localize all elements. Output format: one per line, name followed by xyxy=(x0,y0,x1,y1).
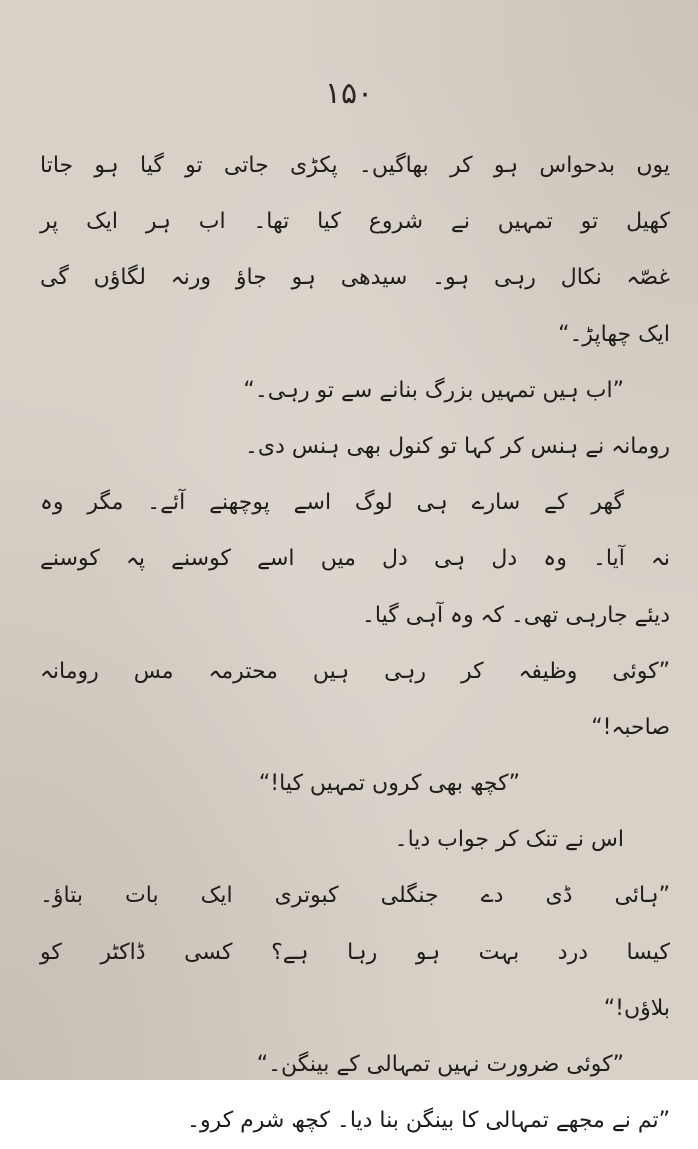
text-line: ”کوئی ضرورت نہیں تمہالی کے بینگن۔“ xyxy=(256,1052,624,1077)
text-line: ”تم نے مجھے تمہالی کا بینگن بنا دیا۔ کچھ شرم کرو۔ xyxy=(187,1108,670,1134)
text-line: دیئے جارہی تھی۔ کہ وہ آہی گیا۔ xyxy=(362,602,670,628)
text-line: رومانہ نے ہنس کر کہا تو کنول بھی ہنس دی۔ xyxy=(245,433,670,459)
page-number: ۱۵۰ xyxy=(324,76,374,111)
text-line: گھر کے سارے ہی لوگ اسے پوچھنے آئے۔ مگر وہ xyxy=(40,490,624,516)
text-line: غصّہ نکال رہی ہو۔ سیدھی ہو جاؤ ورنہ لگاؤں گی xyxy=(40,265,670,291)
text-line: کیسا درد بہت ہو رہا ہے؟ کسی ڈاکٹر کو xyxy=(40,939,670,965)
text-line: ”اب ہیں تمہیں بزرگ بنانے سے تو رہی۔“ xyxy=(243,377,624,403)
text-line: صاحبہ!“ xyxy=(591,714,670,740)
text-line: بلاؤں!“ xyxy=(603,995,670,1021)
text-line: کھیل تو تمہیں نے شروع کیا تھا۔ اب ہر ایک پر xyxy=(40,209,670,235)
text-line: ”کوئی وظیفہ کر رہی ہیں محترمہ مس رومانہ xyxy=(40,658,670,684)
text-line: یوں بدحواس ہو کر بھاگیں۔ پکڑی جاتی تو گیا ہو جاتا xyxy=(40,153,670,178)
text-line: ایک چھاپڑ۔“ xyxy=(558,321,670,347)
text-line: نہ آیا۔ وہ دل ہی دل میں اسے کوسنے پہ کوسنے xyxy=(40,546,670,572)
text-line: ”کچھ بھی کروں تمہیں کیا!“ xyxy=(258,771,520,797)
page-body-text xyxy=(40,138,670,1149)
text-line: اس نے تنک کر جواب دیا۔ xyxy=(394,827,624,853)
text-line: ”ہائی ڈی دے جنگلی کبوتری ایک بات بتاؤ۔ xyxy=(40,883,670,909)
